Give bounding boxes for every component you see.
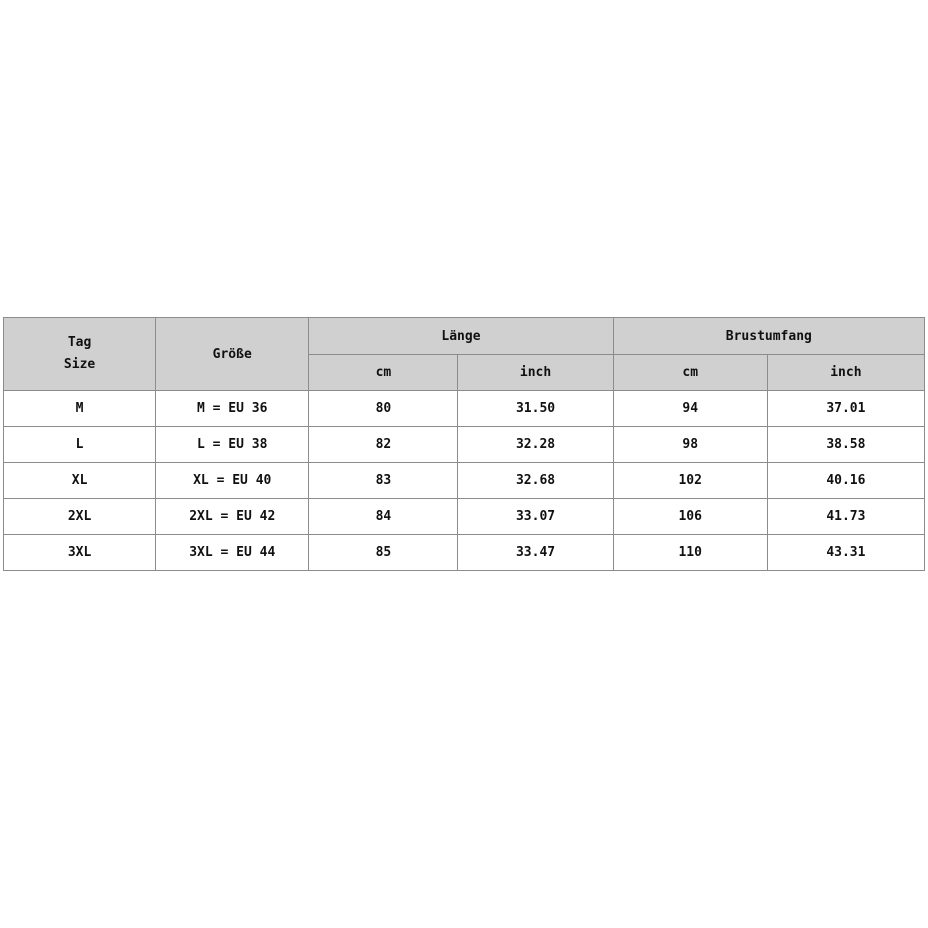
header-groesse: Größe: [156, 318, 309, 391]
table-row: [4, 391, 925, 427]
cell-laenge-inch: 31.50: [458, 391, 613, 427]
header-tag-size: [4, 318, 156, 391]
header-size-label: Size: [63, 357, 96, 372]
header-laenge-inch: inch: [458, 355, 613, 391]
cell-laenge-inch: 33.07: [458, 499, 613, 535]
table-header: [4, 318, 925, 391]
cell-tag: M: [4, 391, 156, 427]
cell-laenge-inch: 32.28: [458, 427, 613, 463]
cell-laenge-cm: 82: [309, 427, 458, 463]
cell-groesse: 2XL = EU 42: [156, 499, 309, 535]
table-body: [4, 391, 925, 571]
table-row: [4, 535, 925, 571]
table-row: [4, 463, 925, 499]
cell-brust-cm: 110: [613, 535, 767, 571]
header-laenge: Länge: [309, 318, 613, 355]
header-brustumfang: Brustumfang: [613, 318, 924, 355]
cell-tag: 2XL: [4, 499, 156, 535]
cell-brust-inch: 38.58: [767, 427, 924, 463]
cell-tag: XL: [4, 463, 156, 499]
size-chart-table: [3, 317, 925, 571]
header-brust-cm: cm: [613, 355, 767, 391]
header-laenge-cm: cm: [309, 355, 458, 391]
cell-brust-inch: 43.31: [767, 535, 924, 571]
cell-brust-cm: 94: [613, 391, 767, 427]
cell-brust-cm: 106: [613, 499, 767, 535]
cell-brust-cm: 102: [613, 463, 767, 499]
table-row: [4, 427, 925, 463]
cell-laenge-inch: 32.68: [458, 463, 613, 499]
cell-groesse: 3XL = EU 44: [156, 535, 309, 571]
cell-laenge-cm: 84: [309, 499, 458, 535]
cell-laenge-cm: 85: [309, 535, 458, 571]
cell-tag: L: [4, 427, 156, 463]
cell-tag: 3XL: [4, 535, 156, 571]
cell-brust-cm: 98: [613, 427, 767, 463]
cell-groesse: M = EU 36: [156, 391, 309, 427]
table-row: [4, 499, 925, 535]
cell-groesse: XL = EU 40: [156, 463, 309, 499]
cell-laenge-cm: 83: [309, 463, 458, 499]
cell-brust-inch: 37.01: [767, 391, 924, 427]
cell-groesse: L = EU 38: [156, 427, 309, 463]
cell-brust-inch: 40.16: [767, 463, 924, 499]
cell-brust-inch: 41.73: [767, 499, 924, 535]
cell-laenge-inch: 33.47: [458, 535, 613, 571]
cell-laenge-cm: 80: [309, 391, 458, 427]
header-tag-label: Tag: [67, 335, 92, 350]
header-row-main: [4, 318, 925, 355]
header-brust-inch: inch: [767, 355, 924, 391]
